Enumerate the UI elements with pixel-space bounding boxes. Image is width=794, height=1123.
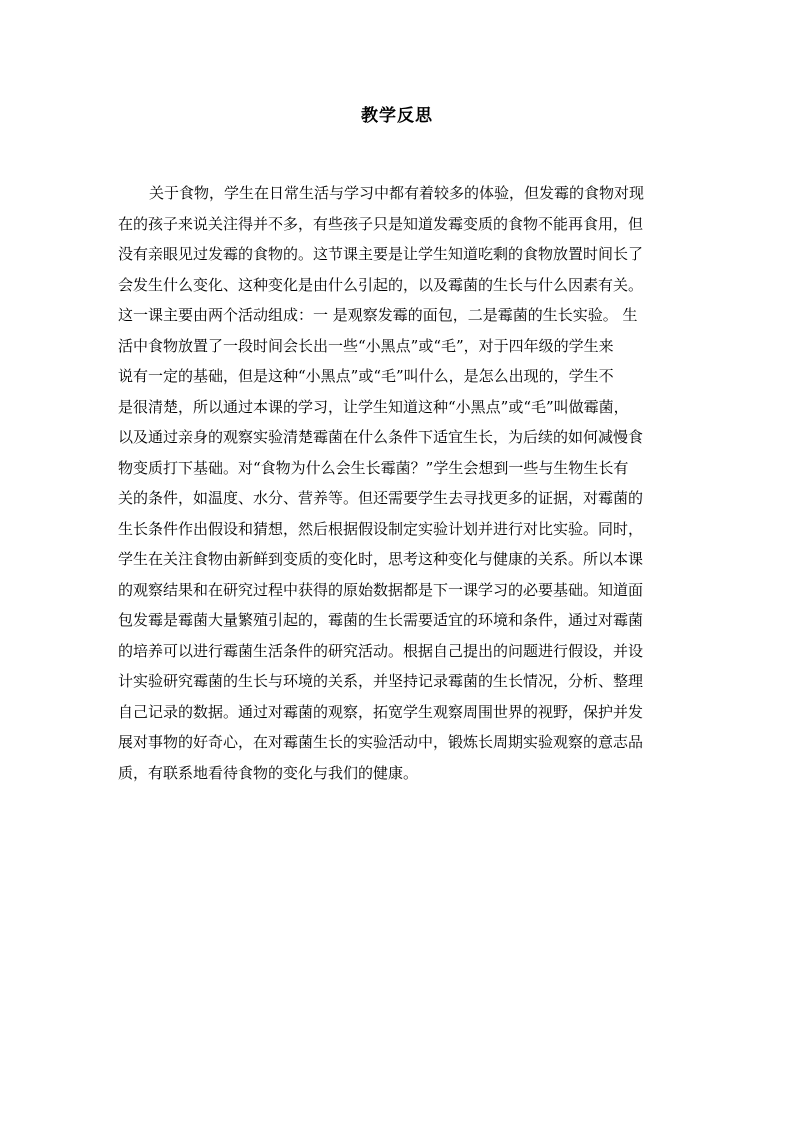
paragraph-line: 说有一定的基础，但是这种“小黑点”或“毛”叫什么，是怎么出现的，学生不 xyxy=(118,367,614,385)
paragraph-line: 活中食物放置了一段时间会长出一些“小黑点”或“毛”，对于四年级的学生来 xyxy=(118,336,614,355)
document-title: 教学反思 xyxy=(361,106,433,126)
paragraph-line: 包发霉是霉菌大量繁殖引起的，霉菌的生长需要适宜的环境和条件，通过对霉菌 xyxy=(118,611,644,629)
paragraph-line: 以及通过亲身的观察实验清楚霉菌在什么条件下适宜生长，为后续的如何减慢食 xyxy=(118,428,644,446)
paragraph-line: 会发生什么变化、这种变化是由什么引起的，以及霉菌的生长与什么因素有关。 xyxy=(118,275,644,294)
body-paragraph xyxy=(118,178,684,788)
paragraph-line: 的培养可以进行霉菌生活条件的研究活动。根据自己提出的问题进行假设，并设 xyxy=(118,641,644,660)
paragraph-line: 物变质打下基础。对“食物为什么会生长霉菌？”学生会想到一些与生物生长有 xyxy=(118,458,629,477)
paragraph-line: 这一课主要由两个活动组成：一 是观察发霉的面包，二是霉菌的生长实验。 生 xyxy=(118,306,638,324)
paragraph-line: 的观察结果和在研究过程中获得的原始数据都是下一课学习的必要基础。知道面 xyxy=(118,580,644,599)
paragraph-line: 质，有联系地看待食物的变化与我们的健康。 xyxy=(118,763,419,782)
paragraph-line: 是很清楚，所以通过本课的学习，让学生知道这种“小黑点”或“毛”叫做霉菌， xyxy=(118,397,629,416)
paragraph-line: 生长条件作出假设和猜想，然后根据假设制定实验计划并进行对比实验。同时， xyxy=(118,519,644,538)
paragraph-line: 关的条件，如温度、水分、营养等。但还需要学生去寻找更多的证据，对霉菌的 xyxy=(118,489,644,507)
paragraph-line: 在的孩子来说关注得并不多，有些孩子只是知道发霉变质的食物不能再食用，但 xyxy=(118,214,644,233)
paragraph-line: 展对事物的好奇心，在对霉菌生长的实验活动中，锻炼长周期实验观察的意志品 xyxy=(118,733,644,751)
paragraph-line: 计实验研究霉菌的生长与环境的关系，并坚持记录霉菌的生长情况，分析、整理 xyxy=(118,672,644,690)
paragraph-line: 没有亲眼见过发霉的食物的。这节课主要是让学生知道吃剩的食物放置时间长了 xyxy=(118,245,644,263)
paragraph-line: 学生在关注食物由新鲜到变质的变化时，思考这种变化与健康的关系。所以本课 xyxy=(118,550,644,568)
paragraph-line: 自己记录的数据。通过对霉菌的观察，拓宽学生观察周围世界的视野，保护并发 xyxy=(118,702,644,721)
paragraph-line: 关于食物，学生在日常生活与学习中都有着较多的体验，但发霉的食物对现 xyxy=(149,184,645,202)
